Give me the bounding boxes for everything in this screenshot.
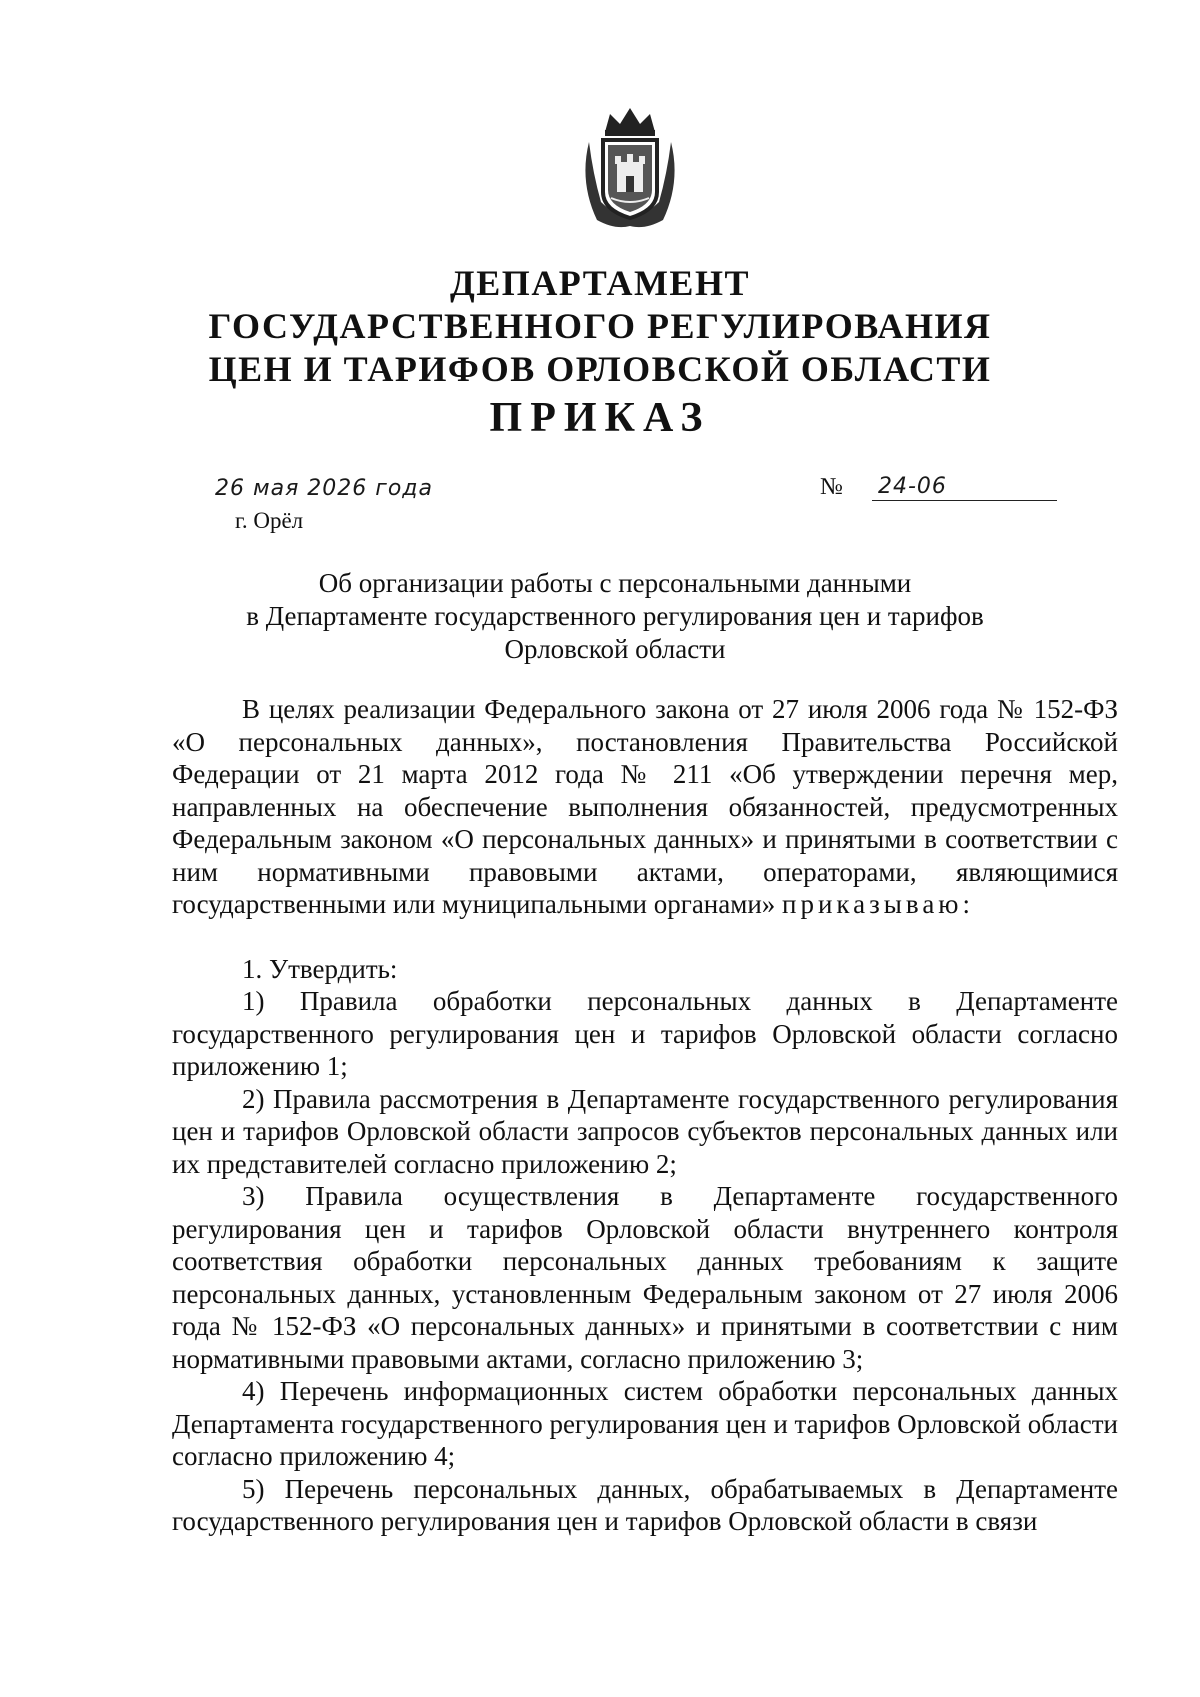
document-type: ПРИКАЗ <box>489 395 711 441</box>
coat-of-arms-icon <box>575 102 685 234</box>
order-title <box>200 567 1030 666</box>
handwritten-number: 24-06 <box>878 474 947 499</box>
title-line-1: Об организации работы с персональными данными <box>318 568 912 598</box>
org-line-2: ГОСУДАРСТВЕННОГО РЕГУЛИРОВАНИЯ <box>208 306 992 346</box>
subitem-3: 3) Правила осуществления в Департаменте государственного регулирования цен и тарифов Орловской области внутреннего контроля соответствия обработки персональных данных требованиям к защите персональных данных, установленным Федеральным законом от 27 июля 2006 года № 152-ФЗ «О персональных данных» и принятыми в соответствии с ним нормативными правовыми актами, согласно приложению 3; <box>172 1181 1118 1374</box>
order-word: приказываю: <box>782 889 974 919</box>
preamble-paragraph <box>172 693 1118 921</box>
org-line-3: ЦЕН И ТАРИФОВ ОРЛОВСКОЙ ОБЛАСТИ <box>208 349 992 389</box>
subitem-2: 2) Правила рассмотрения в Департаменте государственного регулирования цен и тарифов Орловской области запросов субъектов персональных данных или их представителей согласно приложению 2; <box>172 1083 1118 1179</box>
title-line-3: Орловской области <box>504 634 726 664</box>
org-line-1: ДЕПАРТАМЕНТ <box>450 263 750 303</box>
preamble-text: В целях реализации Федерального закона от 27 июля 2006 года № 152-ФЗ «О персональных данных», постановления Правительства Российской Федерации от 21 марта 2012 года № 211 «Об утверждении перечня мер, направленных на обеспечение выполнения обязанностей, предусмотренных Федеральным законом «О персональных данных» и принятыми в соответствии с ним нормативными правовыми актами, операторами, являющимися государственными или муниципальными органами» <box>172 694 1118 919</box>
number-label: № <box>820 474 843 500</box>
handwritten-date: 26 мая 2026 года <box>215 476 433 501</box>
number-underline <box>872 500 1057 501</box>
organization-name <box>200 262 1000 391</box>
subitem-5: 5) Перечень персональных данных, обрабатываемых в Департаменте государственного регулирования цен и тарифов Орловской области в связи <box>172 1473 1118 1536</box>
order-body <box>172 693 1118 1538</box>
city: г. Орёл <box>235 508 304 533</box>
subitem-4: 4) Перечень информационных систем обработки персональных данных Департамента государственного регулирования цен и тарифов Орловской области согласно приложению 4; <box>172 1376 1118 1471</box>
subitem-1: 1) Правила обработки персональных данных в Департаменте государственного регулирования цен и тарифов Орловской области согласно приложению 1; <box>172 986 1118 1081</box>
title-line-2: в Департаменте государственного регулирования цен и тарифов <box>246 601 984 631</box>
item-1: 1. Утвердить: <box>242 953 398 984</box>
